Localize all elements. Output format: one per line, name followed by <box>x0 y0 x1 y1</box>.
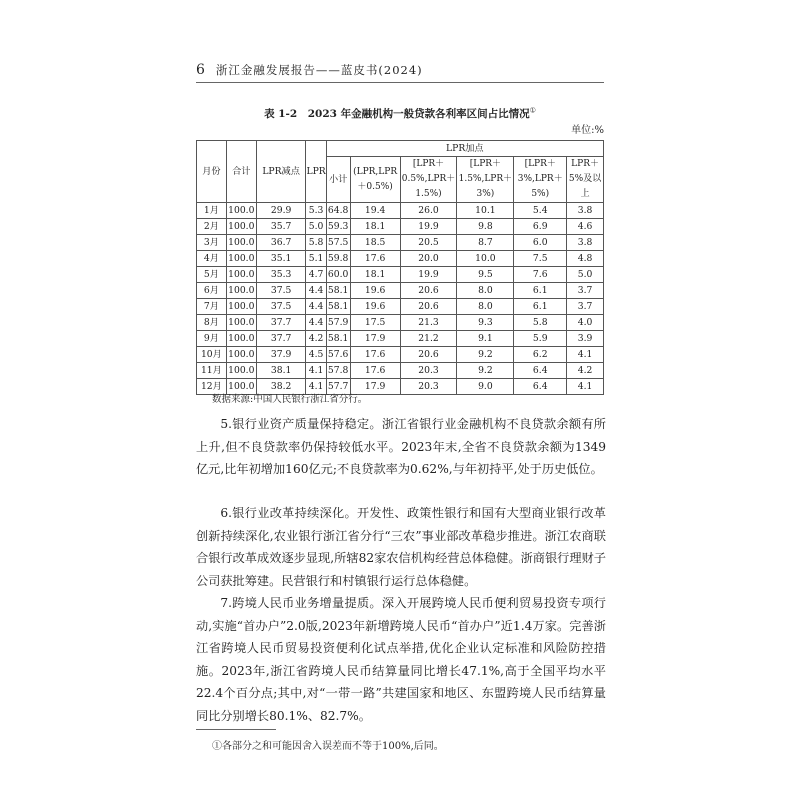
table-cell: 6.9 <box>514 219 567 235</box>
table-cell: 4.1 <box>306 363 326 379</box>
table-cell: 26.0 <box>400 203 457 219</box>
row-month-cell: 3月 <box>197 235 227 251</box>
table-row <box>197 283 604 299</box>
table-cell: 19.9 <box>400 267 457 283</box>
table-cell: 9.3 <box>457 315 514 331</box>
table-row <box>197 299 604 315</box>
header-total: 合计 <box>226 141 256 203</box>
table-cell: 18.1 <box>350 219 400 235</box>
table-cell: 4.8 <box>567 251 604 267</box>
table-cell: 4.4 <box>306 299 326 315</box>
table-cell: 19.9 <box>400 219 457 235</box>
table-cell: 19.4 <box>350 203 400 219</box>
table-cell: 10.0 <box>457 251 514 267</box>
table-cell: 3.7 <box>567 299 604 315</box>
table-cell: 6.4 <box>514 363 567 379</box>
table-cell: 9.8 <box>457 219 514 235</box>
table-cell: 18.1 <box>350 267 400 283</box>
table-cell: 5.8 <box>514 315 567 331</box>
table-cell: 20.6 <box>400 283 457 299</box>
table-cell: 100.0 <box>226 379 256 395</box>
table-cell: 37.7 <box>256 315 306 331</box>
table-cell: 18.5 <box>350 235 400 251</box>
row-month-cell: 11月 <box>197 363 227 379</box>
table-caption <box>196 106 604 121</box>
row-month-cell: 10月 <box>197 347 227 363</box>
table-cell: 100.0 <box>226 331 256 347</box>
header-bucket-4: [LPR＋3%,LPR＋5%) <box>514 157 567 203</box>
table-caption-text: 表 1-2 2023 年金融机构一般贷款各利率区间占比情况 <box>264 108 530 120</box>
table-unit: 单位:% <box>571 125 604 136</box>
table-cell: 4.4 <box>306 315 326 331</box>
table-cell: 4.1 <box>567 347 604 363</box>
table-cell: 3.8 <box>567 235 604 251</box>
table-cell: 29.9 <box>256 203 306 219</box>
table-cell: 8.7 <box>457 235 514 251</box>
table-cell: 9.0 <box>457 379 514 395</box>
table-cell: 20.6 <box>400 347 457 363</box>
table-cell: 100.0 <box>226 251 256 267</box>
table-cell: 100.0 <box>226 203 256 219</box>
table-cell: 8.0 <box>457 283 514 299</box>
table-row <box>197 331 604 347</box>
table-cell: 64.8 <box>326 203 350 219</box>
table-cell: 58.1 <box>326 331 350 347</box>
table-cell: 6.1 <box>514 299 567 315</box>
table-cell: 17.6 <box>350 363 400 379</box>
table-cell: 5.0 <box>567 267 604 283</box>
table-row <box>197 347 604 363</box>
row-month-cell: 8月 <box>197 315 227 331</box>
table-cell: 3.7 <box>567 283 604 299</box>
table-cell: 6.0 <box>514 235 567 251</box>
table-cell: 100.0 <box>226 267 256 283</box>
table-cell: 20.6 <box>400 299 457 315</box>
table-cell: 5.1 <box>306 251 326 267</box>
header-bucket-1: (LPR,LPR＋0.5%) <box>350 157 400 203</box>
table-row <box>197 315 604 331</box>
row-month-cell: 9月 <box>197 331 227 347</box>
table-cell: 17.6 <box>350 347 400 363</box>
table-cell: 20.3 <box>400 379 457 395</box>
table-cell: 4.5 <box>306 347 326 363</box>
table-row <box>197 203 604 219</box>
row-month-cell: 12月 <box>197 379 227 395</box>
table-cell: 57.8 <box>326 363 350 379</box>
table-cell: 6.4 <box>514 379 567 395</box>
table-cell: 20.5 <box>400 235 457 251</box>
table-cell: 6.1 <box>514 283 567 299</box>
table-cell: 5.0 <box>306 219 326 235</box>
table-cell: 4.1 <box>567 379 604 395</box>
caption-footnote-mark: ① <box>529 106 536 115</box>
table-cell: 6.2 <box>514 347 567 363</box>
table-cell: 9.2 <box>457 363 514 379</box>
paragraph-5: 5.银行业资产质量保持稳定。浙江省银行业金融机构不良贷款余额有所上升,但不良贷款率仍保持较低水平。2023年末,全省不良贷款余额为1349亿元,比年初增加160亿元;不良贷款率为0.62%,与年初持平,处于历史低位。 <box>196 417 606 477</box>
header-rule <box>196 82 604 83</box>
table-cell: 100.0 <box>226 283 256 299</box>
table-cell: 100.0 <box>226 235 256 251</box>
table-cell: 5.4 <box>514 203 567 219</box>
table-cell: 57.6 <box>326 347 350 363</box>
header-bucket-5: LPR＋5%及以上 <box>567 157 604 203</box>
header-lpr-plus: LPR加点 <box>326 141 603 157</box>
table-cell: 4.2 <box>567 363 604 379</box>
table-cell: 59.3 <box>326 219 350 235</box>
table-cell: 35.7 <box>256 219 306 235</box>
table-cell: 4.6 <box>567 219 604 235</box>
header-subtotal: 小计 <box>326 157 350 203</box>
table-cell: 38.2 <box>256 379 306 395</box>
table-cell: 100.0 <box>226 299 256 315</box>
table-cell: 4.4 <box>306 283 326 299</box>
table-cell: 100.0 <box>226 347 256 363</box>
table-cell: 19.6 <box>350 299 400 315</box>
table-cell: 37.9 <box>256 347 306 363</box>
table-cell: 5.3 <box>306 203 326 219</box>
row-month-cell: 1月 <box>197 203 227 219</box>
table-cell: 58.1 <box>326 283 350 299</box>
paragraph-6: 6.银行业改革持续深化。开发性、政策性银行和国有大型商业银行改革创新持续深化,农业银行浙江省分行“三农”事业部改革稳步推进。浙江农商联合银行改革成效逐步显现,所辖82家农信机构经营总体稳健。浙商银行理财子公司获批筹建。民营银行和村镇银行运行总体稳健。 <box>196 506 606 588</box>
table-cell: 20.3 <box>400 363 457 379</box>
table-cell: 17.6 <box>350 251 400 267</box>
table-row <box>197 267 604 283</box>
table-cell: 10.1 <box>457 203 514 219</box>
table-cell: 20.0 <box>400 251 457 267</box>
table-cell: 9.1 <box>457 331 514 347</box>
header-lpr: LPR <box>306 141 326 203</box>
table-cell: 4.1 <box>306 379 326 395</box>
table-cell: 57.5 <box>326 235 350 251</box>
table-cell: 19.6 <box>350 283 400 299</box>
table-cell: 100.0 <box>226 363 256 379</box>
row-month-cell: 5月 <box>197 267 227 283</box>
table-cell: 59.8 <box>326 251 350 267</box>
table-cell: 35.3 <box>256 267 306 283</box>
header-bucket-3: [LPR＋1.5%,LPR＋3%) <box>457 157 514 203</box>
table-cell: 9.2 <box>457 347 514 363</box>
page-number: 6 <box>196 62 206 78</box>
table-cell: 3.8 <box>567 203 604 219</box>
table-cell: 58.1 <box>326 299 350 315</box>
table-cell: 37.5 <box>256 299 306 315</box>
table-cell: 57.7 <box>326 379 350 395</box>
table-source: 数据来源:中国人民银行浙江省分行。 <box>212 394 368 405</box>
table-cell: 35.1 <box>256 251 306 267</box>
table-cell: 4.2 <box>306 331 326 347</box>
table-cell: 7.5 <box>514 251 567 267</box>
table-cell: 100.0 <box>226 315 256 331</box>
table-cell: 5.9 <box>514 331 567 347</box>
row-month-cell: 6月 <box>197 283 227 299</box>
table-cell: 17.9 <box>350 379 400 395</box>
table-cell: 21.2 <box>400 331 457 347</box>
table-cell: 38.1 <box>256 363 306 379</box>
row-month-cell: 2月 <box>197 219 227 235</box>
table-cell: 37.7 <box>256 331 306 347</box>
table-row <box>197 251 604 267</box>
header-lpr-minus: LPR减点 <box>256 141 306 203</box>
table-cell: 4.7 <box>306 267 326 283</box>
row-month-cell: 7月 <box>197 299 227 315</box>
table-cell: 21.3 <box>400 315 457 331</box>
table-cell: 60.0 <box>326 267 350 283</box>
table-cell: 5.8 <box>306 235 326 251</box>
table-row <box>197 235 604 251</box>
table-row <box>197 219 604 235</box>
paragraph-7: 7.跨境人民币业务增量提质。深入开展跨境人民币便利贸易投资专项行动,实施“首办户”2.0版,2023年新增跨境人民币“首办户”近1.4万家。完善浙江省跨境人民币贸易投资便利化试点举措,优化企业认定标准和风险防控措施。2023年,浙江省跨境人民币结算量同比增长47.1%,高于全国平均水平22.4个百分点;其中,对“一带一路”共建国家和地区、东盟跨境人民币结算量同比分别增长80.1%、82.7%。 <box>196 596 606 723</box>
running-header <box>196 62 423 78</box>
footnote: ①各部分之和可能因舍入误差而不等于100%,后同。 <box>212 741 444 752</box>
table-cell: 100.0 <box>226 219 256 235</box>
footnote-rule <box>196 729 276 730</box>
table-cell: 57.9 <box>326 315 350 331</box>
loan-rate-table <box>196 140 604 395</box>
table-cell: 8.0 <box>457 299 514 315</box>
table-cell: 3.9 <box>567 331 604 347</box>
header-bucket-2: [LPR＋0.5%,LPR＋1.5%) <box>400 157 457 203</box>
table-cell: 17.9 <box>350 331 400 347</box>
table-row <box>197 363 604 379</box>
header-month: 月份 <box>197 141 227 203</box>
table-cell: 4.0 <box>567 315 604 331</box>
row-month-cell: 4月 <box>197 251 227 267</box>
table-cell: 37.5 <box>256 283 306 299</box>
table-cell: 17.5 <box>350 315 400 331</box>
table-cell: 9.5 <box>457 267 514 283</box>
table-cell: 7.6 <box>514 267 567 283</box>
table-cell: 36.7 <box>256 235 306 251</box>
running-title: 浙江金融发展报告——蓝皮书(2024) <box>215 63 423 77</box>
